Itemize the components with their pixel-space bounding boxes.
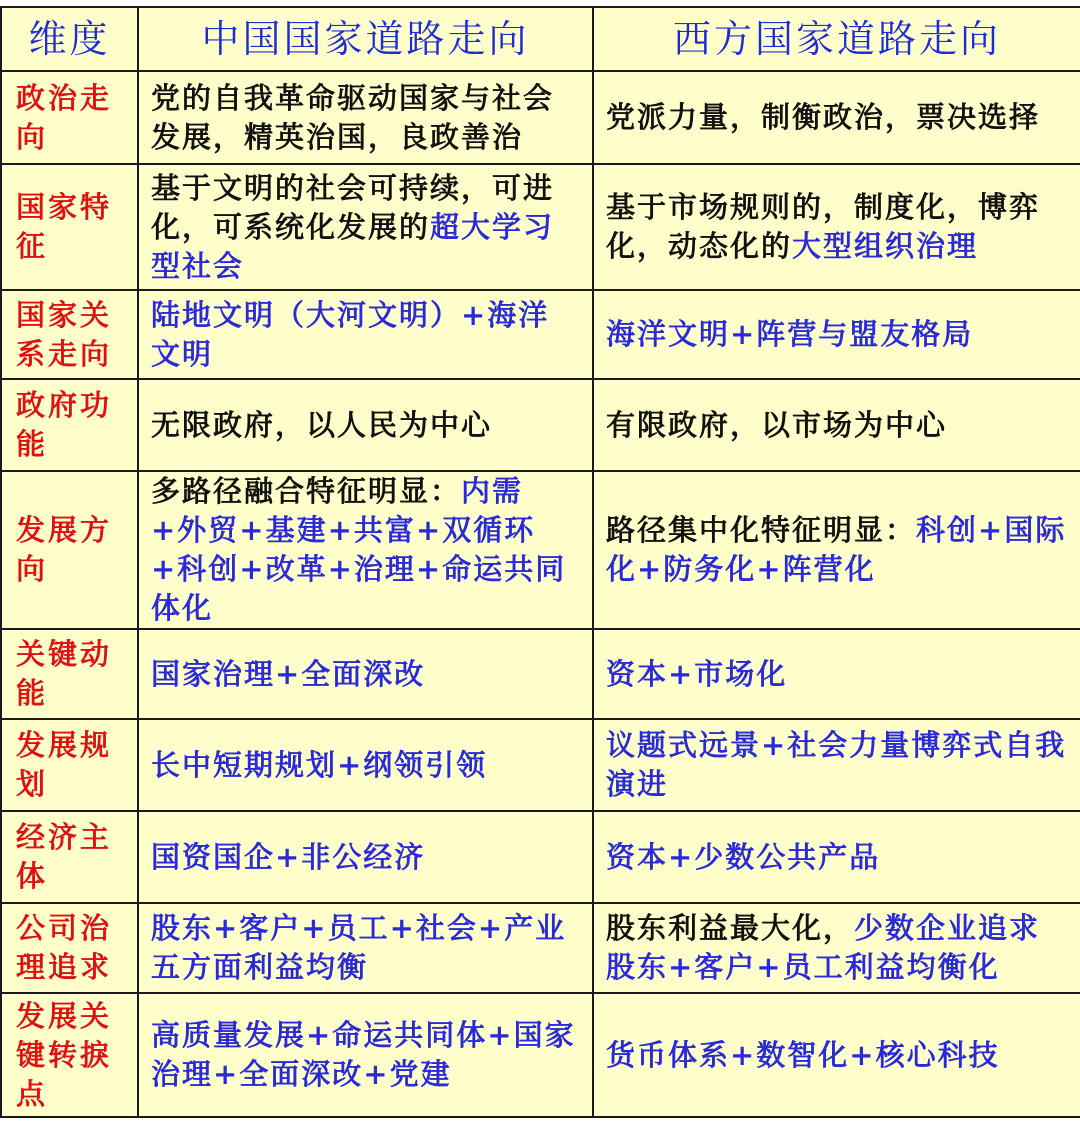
cell-highlight: 陆地文明（大河文明）+海洋文明: [151, 297, 550, 371]
comparison-table-container: [0, 6, 1080, 1112]
cell-text: 多路径融合特征明显：: [151, 474, 462, 508]
dimension-cell: 国家特征: [1, 164, 138, 290]
china-cell: [138, 719, 593, 811]
header-dimension: 维度: [1, 7, 138, 71]
table-row: [1, 811, 1080, 903]
china-cell: [138, 71, 593, 164]
header-china-path: 中国国家道路走向: [138, 7, 593, 71]
table-row: [1, 71, 1080, 164]
china-cell: [138, 290, 593, 379]
dimension-cell: 发展方向: [1, 471, 138, 629]
west-cell: [593, 71, 1080, 164]
china-cell: [138, 471, 593, 629]
dimension-cell: 经济主体: [1, 811, 138, 903]
cell-text: 有限政府，以市场为中心: [606, 407, 948, 442]
china-cell: [138, 903, 593, 993]
cell-highlight: 少数企业追求股东+客户+员工利益均衡化: [606, 911, 1041, 984]
cell-text: 无限政府，以人民为中心: [151, 407, 493, 442]
comparison-table: [0, 6, 1080, 1118]
china-cell: [138, 629, 593, 719]
west-cell: [593, 471, 1080, 629]
west-cell: [593, 379, 1080, 471]
cell-highlight: 资本+市场化: [606, 656, 788, 691]
dimension-cell: 关键动能: [1, 629, 138, 719]
header-west-path: 西方国家道路走向: [593, 7, 1080, 71]
cell-highlight: 海洋文明+阵营与盟友格局: [606, 317, 974, 351]
west-cell: [593, 719, 1080, 811]
header-row: [1, 7, 1080, 71]
dimension-cell: 公司治理追求: [1, 903, 138, 993]
table-row: [1, 471, 1080, 629]
dimension-cell: 政治走向: [1, 71, 138, 164]
cell-highlight: 科创+国际化+防务化+阵营化: [606, 513, 1067, 586]
table-row: [1, 379, 1080, 471]
dimension-cell: 国家关系走向: [1, 290, 138, 379]
cell-highlight: 超大学习型社会: [151, 209, 555, 283]
cell-text: 基于文明的社会可持续，可进化，可系统化发展的: [151, 170, 555, 244]
cell-text: 基于市场规则的，制度化，博弈化，动态化的: [606, 190, 1041, 263]
west-cell: [593, 903, 1080, 993]
cell-highlight: 议题式远景+社会力量博弈式自我演进: [606, 728, 1067, 801]
dimension-cell: 发展规划: [1, 719, 138, 811]
cell-text: 党的自我革命驱动国家与社会发展，精英治国，良政善治: [151, 80, 555, 154]
cell-text: 股东利益最大化，: [606, 911, 855, 945]
cell-highlight: 国家治理+全面深改: [151, 656, 426, 691]
china-cell: [138, 164, 593, 290]
dimension-cell: 政府功能: [1, 379, 138, 471]
table-row: [1, 993, 1080, 1117]
cell-highlight: 股东+客户+员工+社会+产业五方面利益均衡: [151, 911, 567, 984]
china-cell: [138, 379, 593, 471]
table-row: [1, 629, 1080, 719]
dimension-cell: 发展关键转捩点: [1, 993, 138, 1117]
table-row: [1, 903, 1080, 993]
west-cell: [593, 993, 1080, 1117]
west-cell: [593, 811, 1080, 903]
cell-highlight: 高质量发展+命运共同体+国家治理+全面深改+党建: [151, 1018, 576, 1091]
table-row: [1, 719, 1080, 811]
cell-highlight: 资本+少数公共产品: [606, 839, 881, 874]
table-row: [1, 290, 1080, 379]
cell-highlight: 大型组织治理: [792, 229, 979, 263]
table-row: [1, 164, 1080, 290]
cell-highlight: 国资国企+非公经济: [151, 839, 426, 874]
china-cell: [138, 993, 593, 1117]
west-cell: [593, 290, 1080, 379]
cell-highlight: 内需+外贸+基建+共富+双循环+科创+改革+治理+命运共同体化: [151, 474, 567, 625]
west-cell: [593, 164, 1080, 290]
cell-text: 党派力量，制衡政治，票决选择: [606, 100, 1041, 134]
west-cell: [593, 629, 1080, 719]
china-cell: [138, 811, 593, 903]
cell-highlight: 长中短期规划+纲领引领: [151, 747, 488, 782]
cell-highlight: 货币体系+数智化+核心科技: [606, 1037, 1000, 1072]
cell-text: 路径集中化特征明显：: [606, 513, 917, 547]
